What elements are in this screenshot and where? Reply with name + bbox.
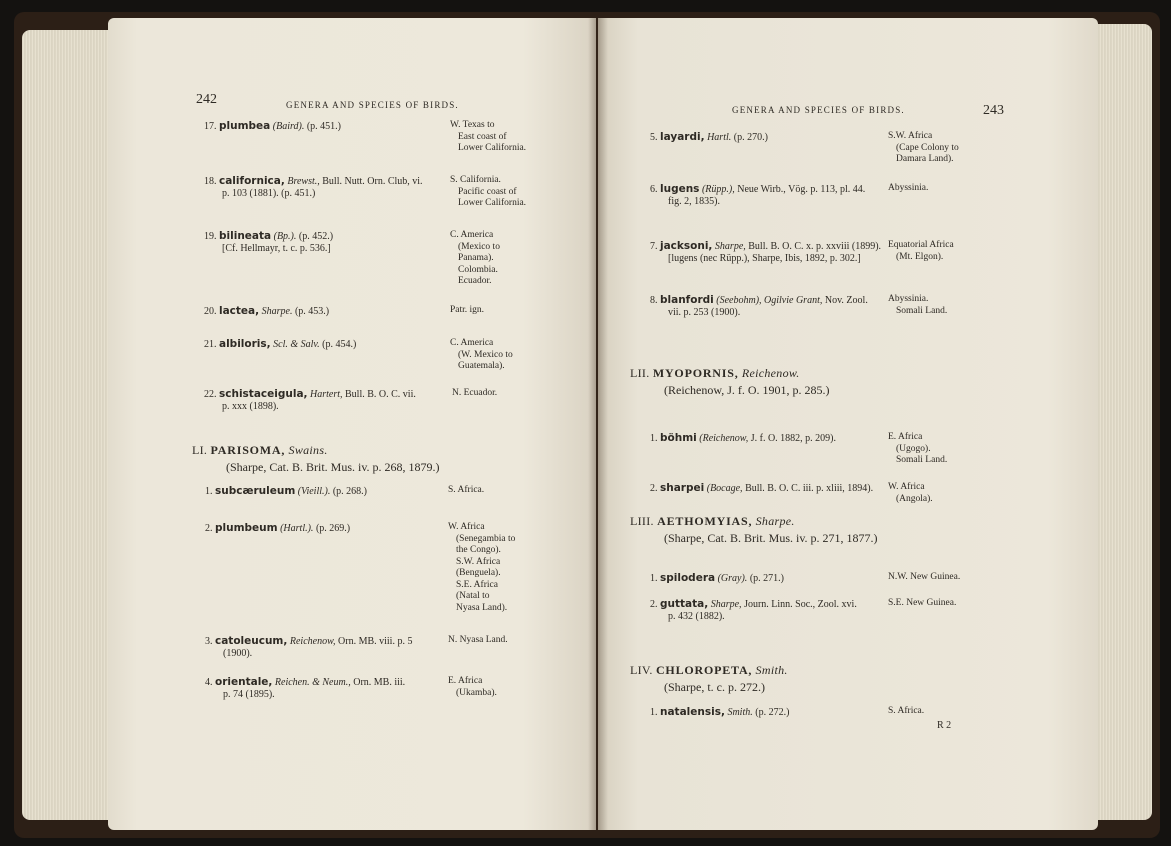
species-name: blanfordi: [660, 294, 714, 306]
species-number: 1.: [650, 433, 658, 444]
genus-name: AETHOMYIAS,: [657, 514, 753, 528]
species-authority: (Gray).: [717, 573, 748, 584]
distribution-line: N. Nyasa Land.: [448, 635, 508, 645]
genus-roman: LI.: [192, 443, 208, 457]
genus-heading: [630, 514, 795, 529]
distribution-line: Pacific coast of: [458, 186, 517, 197]
species-authority: (Reichenow,: [699, 433, 749, 444]
genus-roman: LII.: [630, 366, 650, 380]
species-number: 4.: [205, 677, 213, 688]
genus-reference: (Sharpe, Cat. B. Brit. Mus. iv. p. 271, 1877.): [664, 531, 878, 545]
species-citation: Nov. Zool.: [824, 295, 868, 306]
species-entry: [205, 676, 405, 689]
species-citation: Journ. Linn. Soc., Zool. xvi.: [744, 599, 857, 610]
species-authority: Hartert,: [310, 389, 343, 400]
distribution-line: Patr. ign.: [450, 305, 485, 315]
species-entry: [650, 482, 873, 495]
distribution-line: (Mt. Elgon).: [896, 251, 944, 262]
species-name: jacksoni,: [660, 240, 713, 252]
species-number: 22.: [204, 389, 217, 400]
distribution-line: the Congo).: [456, 545, 501, 555]
species-entry: [650, 572, 784, 585]
distribution-line: Guatemala).: [458, 361, 505, 371]
genus-authority: Smith.: [755, 663, 788, 677]
species-number: 5.: [650, 132, 658, 143]
genus-name: PARISOMA,: [210, 443, 286, 457]
species-number: 21.: [204, 339, 217, 350]
species-number: 17.: [204, 121, 217, 132]
species-authority: Reichen. & Neum.,: [274, 677, 351, 688]
species-citation: (p. 272.): [755, 707, 790, 718]
running-head: GENERA AND SPECIES OF BIRDS.: [286, 100, 459, 110]
species-entry: [204, 175, 423, 188]
species-entry: [205, 635, 412, 648]
distribution-line: S.W. Africa: [456, 556, 501, 567]
distribution-line: S.E. Africa: [456, 579, 498, 590]
genus-authority: Swains.: [288, 443, 328, 457]
distribution-line: S.W. Africa: [888, 131, 933, 141]
species-name: natalensis,: [660, 706, 725, 718]
genus-authority: Reichenow.: [741, 366, 800, 380]
distribution-line: (Ugogo).: [896, 443, 931, 454]
species-authority: (Rüpp.),: [701, 184, 735, 195]
genus-reference: (Sharpe, Cat. B. Brit. Mus. iv. p. 268, 1879.): [226, 460, 440, 474]
species-number: 1.: [650, 707, 658, 718]
species-authority: Sharpe,: [714, 241, 746, 252]
species-number: 2.: [650, 599, 658, 610]
species-entry: [650, 131, 768, 144]
distribution-line: W. Texas to: [450, 120, 495, 130]
species-citation: Neue Wirb., Vög. p. 113, pl. 44.: [737, 184, 866, 195]
species-entry: [650, 240, 881, 253]
species-name: plumbea: [219, 120, 271, 132]
distribution-line: (Senegambia to: [456, 533, 516, 544]
species-citation-cont: vii. p. 253 (1900).: [668, 307, 741, 318]
species-number: 6.: [650, 184, 658, 195]
species-number: 7.: [650, 241, 658, 252]
genus-heading: [630, 366, 800, 381]
species-entry: [205, 522, 350, 535]
distribution-line: (W. Mexico to: [458, 349, 513, 360]
left-page: [108, 18, 596, 830]
distribution-line: Damara Land).: [896, 154, 954, 164]
species-name: subcæruleum: [215, 485, 296, 497]
species-citation-cont: [lugens (nec Rüpp.), Sharpe, Ibis, 1892, p. 302.]: [668, 253, 861, 264]
species-number: 8.: [650, 295, 658, 306]
species-citation-cont: (1900).: [223, 648, 253, 659]
genus-authority: Sharpe.: [755, 514, 795, 528]
species-name: schistaceigula,: [219, 388, 308, 400]
species-authority: Reichenow,: [289, 636, 336, 647]
distribution-line: (Cape Colony to: [896, 142, 959, 153]
species-number: 2.: [205, 523, 213, 534]
species-citation-cont: [Cf. Hellmayr, t. c. p. 536.]: [222, 243, 331, 254]
distribution-line: Somali Land.: [896, 305, 948, 316]
genus-reference: (Sharpe, t. c. p. 272.): [664, 680, 765, 694]
species-name: californica,: [219, 175, 285, 187]
distribution-line: Equatorial Africa: [888, 240, 954, 250]
page-number: 243: [983, 103, 1004, 118]
distribution-line: Ecuador.: [458, 276, 492, 286]
species-citation: J. f. O. 1882, p. 209).: [750, 433, 836, 444]
species-name: böhmi: [660, 432, 697, 444]
species-entry: [204, 230, 333, 243]
species-citation: (p. 454.): [322, 339, 357, 350]
distribution-line: C. America: [450, 338, 494, 348]
distribution-line: Abyssinia.: [888, 183, 929, 193]
species-authority: (Baird).: [272, 121, 305, 132]
species-authority: Brewst.,: [287, 176, 320, 187]
species-citation: Bull. Nutt. Orn. Club, vi.: [322, 176, 423, 187]
species-entry: [650, 432, 836, 445]
species-authority: Sharpe.: [261, 306, 293, 317]
species-citation: Orn. MB. iii.: [353, 677, 406, 688]
distribution-line: E. Africa: [888, 432, 923, 442]
species-number: 18.: [204, 176, 217, 187]
species-entry: [204, 388, 416, 401]
page-edges-left: [22, 30, 110, 820]
species-authority: Scl. & Salv.: [273, 339, 320, 350]
distribution-line: (Angola).: [896, 493, 933, 504]
species-name: catoleucum,: [215, 635, 288, 647]
species-number: 2.: [650, 483, 658, 494]
species-citation: Bull. B. O. C. x. p. xxviii (1899).: [748, 241, 882, 252]
species-entry: [650, 598, 857, 611]
signature-mark: R 2: [937, 720, 952, 731]
species-citation: (p. 452.): [298, 231, 334, 242]
distribution-line: S. Africa.: [888, 706, 925, 716]
species-number: 3.: [205, 636, 213, 647]
distribution-line: Lower California.: [458, 198, 527, 208]
distribution-line: East coast of: [458, 131, 507, 142]
species-authority: Sharpe,: [710, 599, 742, 610]
distribution-line: S. Africa.: [448, 485, 485, 495]
genus-name: MYOPORNIS,: [652, 366, 739, 380]
species-authority: Smith.: [727, 707, 753, 718]
species-number: 20.: [204, 306, 217, 317]
distribution-line: Panama).: [458, 253, 494, 263]
species-authority: (Bp.).: [273, 231, 297, 242]
species-citation-cont: p. 103 (1881). (p. 451.): [222, 188, 316, 199]
species-citation: (p. 270.): [733, 132, 768, 143]
species-name: bilineata: [219, 230, 272, 242]
species-authority: (Hartl.).: [280, 523, 314, 534]
species-number: 1.: [650, 573, 658, 584]
species-citation: (p. 269.): [315, 523, 351, 534]
species-citation-cont: fig. 2, 1835).: [668, 196, 720, 207]
species-name: lactea,: [219, 305, 260, 317]
species-number: 1.: [205, 486, 213, 497]
species-entry: [204, 338, 356, 351]
species-name: plumbeum: [215, 522, 278, 534]
species-citation-cont: p. 74 (1895).: [223, 689, 275, 700]
species-name: guttata,: [660, 598, 709, 610]
species-citation: Bull. B. O. C. vii.: [345, 389, 416, 400]
genus-heading: [630, 663, 788, 678]
distribution-line: S. California.: [450, 175, 501, 185]
species-authority: (Bocage,: [706, 483, 743, 494]
distribution-line: Nyasa Land).: [456, 602, 508, 613]
distribution-line: C. America: [450, 230, 494, 240]
distribution-line: (Ukamba).: [456, 687, 497, 698]
distribution-line: Somali Land.: [896, 455, 948, 465]
species-citation: Bull. B. O. C. iii. p. xliii, 1894).: [745, 483, 874, 494]
species-entry: [650, 183, 865, 196]
species-authority: (Vieill.).: [297, 486, 331, 497]
species-name: albiloris,: [219, 338, 271, 350]
species-name: sharpei: [660, 482, 705, 494]
species-citation: (p. 271.): [749, 573, 784, 584]
distribution-line: E. Africa: [448, 676, 483, 686]
species-name: orientale,: [215, 676, 273, 688]
distribution-line: Lower California.: [458, 143, 527, 153]
book-gutter: [588, 18, 608, 830]
species-citation-cont: p. xxx (1898).: [222, 401, 279, 412]
genus-reference: (Reichenow, J. f. O. 1901, p. 285.): [664, 383, 830, 397]
species-citation: Orn. MB. viii. p. 5: [338, 636, 413, 647]
genus-roman: LIV.: [630, 663, 653, 677]
distribution-line: (Natal to: [456, 591, 490, 601]
species-entry: [204, 305, 329, 318]
distribution-line: N. Ecuador.: [452, 388, 498, 398]
species-citation: (p. 451.): [306, 121, 342, 132]
species-citation: (p. 453.): [294, 306, 330, 317]
distribution-line: W. Africa: [888, 482, 925, 492]
species-name: lugens: [660, 183, 700, 195]
species-number: 19.: [204, 231, 217, 242]
species-entry: [650, 706, 789, 719]
running-head: GENERA AND SPECIES OF BIRDS.: [732, 105, 905, 115]
species-citation: (p. 268.): [332, 486, 368, 497]
species-entry: [650, 294, 868, 307]
distribution-line: Abyssinia.: [888, 294, 929, 304]
species-citation-cont: p. 432 (1882).: [668, 611, 725, 622]
distribution-line: N.W. New Guinea.: [888, 572, 961, 582]
page-edges-right: [1096, 24, 1152, 820]
genus-heading: [192, 443, 328, 458]
genus-name: CHLOROPETA,: [655, 663, 753, 677]
distribution-line: S.E. New Guinea.: [888, 598, 957, 608]
species-entry: [204, 120, 341, 133]
distribution-line: (Mexico to: [458, 241, 500, 252]
species-name: layardi,: [660, 131, 705, 143]
species-authority: Hartl.: [707, 132, 732, 143]
page-number: 242: [196, 92, 217, 107]
species-name: spilodera: [660, 572, 716, 584]
distribution-line: W. Africa: [448, 522, 485, 532]
species-entry: [205, 485, 367, 498]
distribution-line: (Benguela).: [456, 568, 501, 578]
distribution-line: Colombia.: [458, 264, 498, 275]
genus-roman: LIII.: [630, 514, 654, 528]
species-authority: (Seebohm), Ogilvie Grant,: [716, 295, 823, 306]
